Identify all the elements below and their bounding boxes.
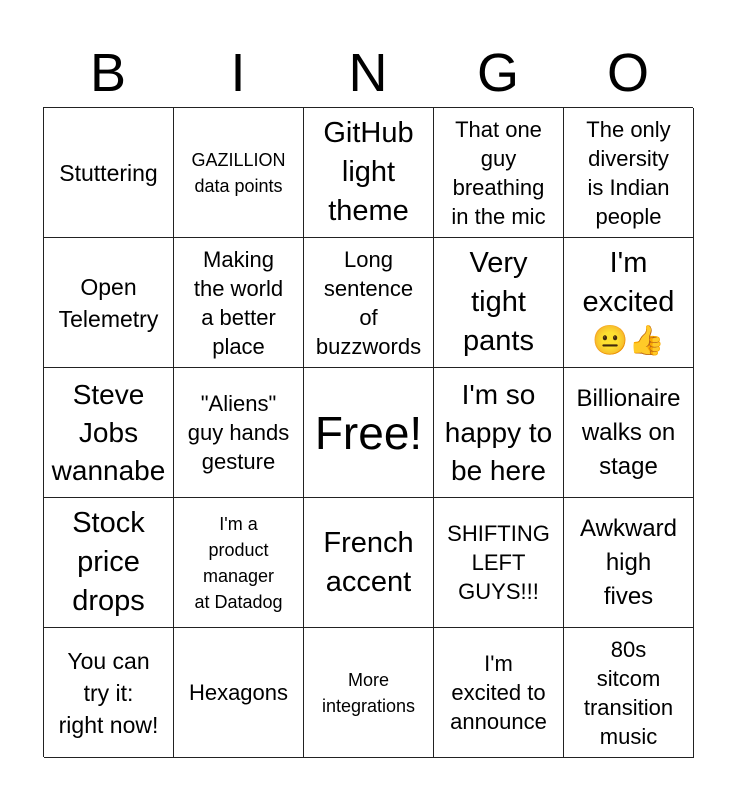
bingo-cell[interactable] bbox=[304, 628, 434, 758]
bingo-cell[interactable] bbox=[44, 108, 174, 238]
header-letter-o: O bbox=[606, 43, 649, 103]
cell-text: "Aliens" guy hands gesture bbox=[187, 391, 290, 474]
bingo-board bbox=[43, 107, 693, 757]
bingo-cell[interactable] bbox=[434, 498, 564, 628]
bingo-cell[interactable] bbox=[564, 238, 694, 368]
cell-text: Very tight pants bbox=[463, 247, 534, 357]
header-letter-b: B bbox=[89, 43, 127, 103]
cell-text: More integrations bbox=[321, 669, 416, 716]
cell-text: Open Telemetry bbox=[58, 273, 159, 332]
bingo-cell[interactable] bbox=[304, 498, 434, 628]
cell-text: I'm so happy to be here bbox=[444, 378, 553, 486]
bingo-cell[interactable] bbox=[564, 108, 694, 238]
cell-text: I'm excited 😐👍 bbox=[582, 247, 675, 357]
header-letter-g: G bbox=[476, 43, 519, 103]
cell-text: SHIFTING LEFT GUYS!!! bbox=[447, 521, 550, 604]
bingo-cell[interactable] bbox=[174, 108, 304, 238]
header-letter-n: N bbox=[348, 43, 388, 103]
cell-text: Steve Jobs wannabe bbox=[51, 378, 166, 486]
cell-text: Making the world a better place bbox=[193, 246, 284, 359]
bingo-cell[interactable] bbox=[434, 108, 564, 238]
bingo-cell[interactable] bbox=[174, 238, 304, 368]
bingo-cell[interactable] bbox=[564, 498, 694, 628]
cell-text: GAZILLION data points bbox=[191, 149, 286, 196]
bingo-cell[interactable] bbox=[434, 238, 564, 368]
cell-text: That one guy breathing in the mic bbox=[451, 116, 546, 229]
cell-text: French accent bbox=[323, 526, 414, 598]
free-space-text: Free! bbox=[314, 406, 423, 459]
bingo-cell[interactable] bbox=[434, 628, 564, 758]
bingo-cell[interactable] bbox=[44, 368, 174, 498]
cell-text: Stuttering bbox=[59, 159, 158, 186]
cell-text: Awkward high fives bbox=[580, 514, 677, 610]
cell-text: You can try it: right now! bbox=[58, 647, 159, 738]
bingo-cell[interactable] bbox=[564, 368, 694, 498]
bingo-cell[interactable] bbox=[304, 108, 434, 238]
cell-text: GitHub light theme bbox=[323, 117, 414, 227]
header-letter-i: I bbox=[230, 43, 246, 103]
cell-text: I'm a product manager at Datadog bbox=[194, 513, 283, 612]
bingo-header bbox=[43, 40, 693, 106]
bingo-cell[interactable] bbox=[44, 628, 174, 758]
cell-text: Long sentence of buzzwords bbox=[315, 246, 422, 359]
bingo-cell[interactable] bbox=[434, 368, 564, 498]
bingo-cell[interactable] bbox=[44, 498, 174, 628]
bingo-cell-free[interactable] bbox=[304, 368, 434, 498]
cell-text: The only diversity is Indian people bbox=[586, 116, 671, 229]
cell-text: Billionaire walks on stage bbox=[576, 384, 681, 480]
cell-text: Hexagons bbox=[188, 680, 289, 705]
bingo-cell[interactable] bbox=[174, 368, 304, 498]
bingo-cell[interactable] bbox=[304, 238, 434, 368]
bingo-cell[interactable] bbox=[564, 628, 694, 758]
bingo-cell[interactable] bbox=[44, 238, 174, 368]
cell-text: I'm excited to announce bbox=[450, 651, 547, 734]
cell-text: 80s sitcom transition music bbox=[583, 636, 674, 749]
bingo-cell[interactable] bbox=[174, 628, 304, 758]
bingo-cell[interactable] bbox=[174, 498, 304, 628]
cell-text: Stock price drops bbox=[72, 507, 145, 617]
